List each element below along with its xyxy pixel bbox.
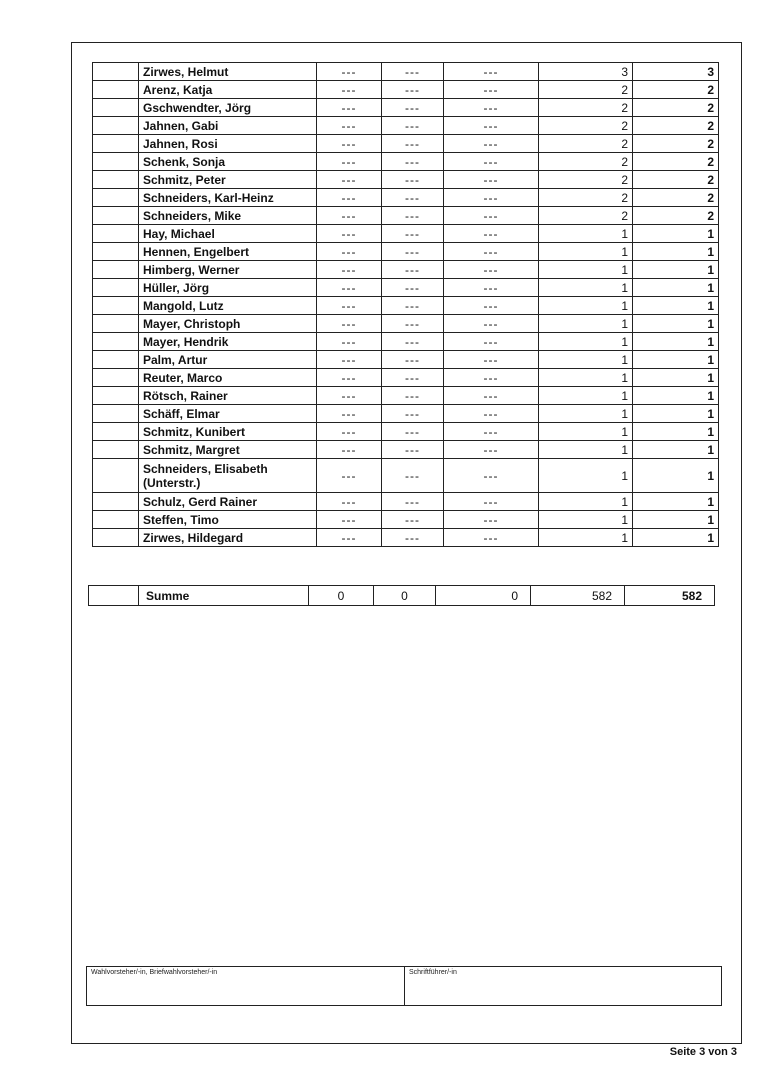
vote-col1: --- (317, 81, 382, 99)
vote-total: 2 (633, 207, 719, 225)
index-cell (93, 243, 139, 261)
vote-col4: 1 (539, 529, 633, 547)
candidate-name: Jahnen, Rosi (139, 135, 317, 153)
table-row (93, 369, 719, 387)
vote-col2: --- (382, 63, 444, 81)
vote-total: 1 (633, 529, 719, 547)
table-row (93, 511, 719, 529)
vote-total: 1 (633, 459, 719, 493)
vote-total: 1 (633, 261, 719, 279)
vote-col3: --- (444, 99, 539, 117)
vote-total: 1 (633, 405, 719, 423)
index-cell (93, 369, 139, 387)
vote-col4: 1 (539, 351, 633, 369)
table-row (93, 117, 719, 135)
vote-col2: --- (382, 405, 444, 423)
vote-col3: --- (444, 351, 539, 369)
vote-col1: --- (317, 423, 382, 441)
index-cell (93, 297, 139, 315)
vote-col1: --- (317, 333, 382, 351)
candidate-name: Hay, Michael (139, 225, 317, 243)
vote-col4: 1 (539, 511, 633, 529)
vote-total: 1 (633, 315, 719, 333)
vote-col1: --- (317, 261, 382, 279)
candidate-name: Hüller, Jörg (139, 279, 317, 297)
candidate-name: Schmitz, Margret (139, 441, 317, 459)
candidate-name: Himberg, Werner (139, 261, 317, 279)
vote-col2: --- (382, 529, 444, 547)
vote-col1: --- (317, 351, 382, 369)
vote-col1: --- (317, 441, 382, 459)
vote-col1: --- (317, 493, 382, 511)
vote-col1: --- (317, 405, 382, 423)
table-row (93, 387, 719, 405)
vote-total: 2 (633, 135, 719, 153)
table-row (93, 261, 719, 279)
vote-col4: 1 (539, 243, 633, 261)
summary-col2: 0 (374, 586, 436, 606)
vote-col1: --- (317, 459, 382, 493)
vote-col2: --- (382, 459, 444, 493)
vote-total: 1 (633, 225, 719, 243)
vote-col3: --- (444, 207, 539, 225)
vote-total: 1 (633, 297, 719, 315)
vote-col2: --- (382, 387, 444, 405)
summary-empty-cell (89, 586, 139, 606)
vote-col2: --- (382, 171, 444, 189)
vote-col4: 1 (539, 369, 633, 387)
index-cell (93, 279, 139, 297)
vote-total: 1 (633, 369, 719, 387)
vote-col2: --- (382, 511, 444, 529)
vote-col3: --- (444, 63, 539, 81)
vote-col2: --- (382, 423, 444, 441)
vote-col2: --- (382, 333, 444, 351)
vote-col3: --- (444, 315, 539, 333)
vote-col1: --- (317, 189, 382, 207)
candidate-name: Palm, Artur (139, 351, 317, 369)
vote-total: 1 (633, 441, 719, 459)
index-cell (93, 81, 139, 99)
vote-col3: --- (444, 171, 539, 189)
vote-total: 1 (633, 423, 719, 441)
vote-col4: 1 (539, 493, 633, 511)
candidate-name: Schäff, Elmar (139, 405, 317, 423)
vote-col3: --- (444, 297, 539, 315)
index-cell (93, 529, 139, 547)
vote-col2: --- (382, 207, 444, 225)
index-cell (93, 511, 139, 529)
vote-col3: --- (444, 189, 539, 207)
vote-col4: 1 (539, 225, 633, 243)
candidate-name: Schmitz, Peter (139, 171, 317, 189)
candidate-name: Steffen, Timo (139, 511, 317, 529)
candidate-name: Mangold, Lutz (139, 297, 317, 315)
vote-col4: 1 (539, 315, 633, 333)
index-cell (93, 261, 139, 279)
vote-col4: 2 (539, 171, 633, 189)
signature-field-secretary[interactable] (405, 967, 721, 1005)
table-row (93, 297, 719, 315)
index-cell (93, 459, 139, 493)
vote-col1: --- (317, 99, 382, 117)
table-row (93, 189, 719, 207)
candidate-name: Schneiders, Elisabeth (Unterstr.) (139, 459, 317, 493)
vote-col3: --- (444, 369, 539, 387)
vote-col3: --- (444, 529, 539, 547)
index-cell (93, 135, 139, 153)
table-row (93, 405, 719, 423)
vote-col3: --- (444, 243, 539, 261)
results-table-body (93, 63, 719, 547)
vote-col2: --- (382, 493, 444, 511)
table-row (93, 493, 719, 511)
vote-col1: --- (317, 297, 382, 315)
table-row (93, 153, 719, 171)
table-row (93, 99, 719, 117)
vote-col3: --- (444, 441, 539, 459)
vote-col1: --- (317, 207, 382, 225)
results-table (92, 62, 719, 547)
vote-col4: 2 (539, 117, 633, 135)
candidate-name: Schneiders, Mike (139, 207, 317, 225)
vote-col1: --- (317, 135, 382, 153)
vote-total: 1 (633, 493, 719, 511)
table-row (93, 63, 719, 81)
vote-col3: --- (444, 279, 539, 297)
vote-col4: 1 (539, 405, 633, 423)
summary-col1: 0 (309, 586, 374, 606)
vote-total: 1 (633, 279, 719, 297)
vote-col4: 2 (539, 135, 633, 153)
vote-col4: 1 (539, 297, 633, 315)
vote-col2: --- (382, 99, 444, 117)
vote-col2: --- (382, 153, 444, 171)
index-cell (93, 423, 139, 441)
signature-label-chair: Wahlvorsteher/-in, Briefwahlvorsteher/-in (91, 969, 218, 976)
index-cell (93, 63, 139, 81)
summary-col4: 582 (531, 586, 625, 606)
vote-total: 1 (633, 387, 719, 405)
candidate-name: Mayer, Christoph (139, 315, 317, 333)
table-row (93, 243, 719, 261)
vote-col2: --- (382, 135, 444, 153)
vote-col2: --- (382, 189, 444, 207)
vote-col3: --- (444, 153, 539, 171)
vote-col2: --- (382, 279, 444, 297)
vote-col3: --- (444, 81, 539, 99)
summary-row (89, 586, 715, 606)
vote-total: 2 (633, 189, 719, 207)
vote-col1: --- (317, 315, 382, 333)
vote-col2: --- (382, 81, 444, 99)
index-cell (93, 351, 139, 369)
candidate-name: Arenz, Katja (139, 81, 317, 99)
signature-box (86, 966, 722, 1006)
candidate-name: Jahnen, Gabi (139, 117, 317, 135)
candidate-name: Zirwes, Helmut (139, 63, 317, 81)
vote-col4: 1 (539, 387, 633, 405)
index-cell (93, 171, 139, 189)
vote-total: 2 (633, 99, 719, 117)
vote-col2: --- (382, 243, 444, 261)
vote-total: 2 (633, 171, 719, 189)
vote-col1: --- (317, 529, 382, 547)
vote-total: 1 (633, 243, 719, 261)
vote-col2: --- (382, 297, 444, 315)
index-cell (93, 315, 139, 333)
summary-col3: 0 (436, 586, 531, 606)
vote-col3: --- (444, 135, 539, 153)
candidate-name: Schenk, Sonja (139, 153, 317, 171)
table-row (93, 459, 719, 493)
index-cell (93, 207, 139, 225)
vote-col4: 2 (539, 189, 633, 207)
vote-col3: --- (444, 225, 539, 243)
index-cell (93, 441, 139, 459)
vote-col4: 1 (539, 333, 633, 351)
table-row (93, 171, 719, 189)
vote-col1: --- (317, 243, 382, 261)
vote-col1: --- (317, 171, 382, 189)
vote-col1: --- (317, 117, 382, 135)
table-row (93, 441, 719, 459)
table-row (93, 315, 719, 333)
vote-col2: --- (382, 261, 444, 279)
candidate-name: Gschwendter, Jörg (139, 99, 317, 117)
vote-col1: --- (317, 369, 382, 387)
vote-col1: --- (317, 225, 382, 243)
vote-col2: --- (382, 315, 444, 333)
vote-col3: --- (444, 333, 539, 351)
vote-col4: 1 (539, 441, 633, 459)
vote-col3: --- (444, 261, 539, 279)
table-row (93, 135, 719, 153)
vote-col1: --- (317, 387, 382, 405)
index-cell (93, 387, 139, 405)
vote-col4: 2 (539, 153, 633, 171)
summary-label: Summe (139, 586, 309, 606)
vote-col1: --- (317, 279, 382, 297)
vote-col4: 1 (539, 261, 633, 279)
index-cell (93, 189, 139, 207)
index-cell (93, 99, 139, 117)
vote-col2: --- (382, 441, 444, 459)
index-cell (93, 117, 139, 135)
vote-col4: 3 (539, 63, 633, 81)
vote-col4: 1 (539, 279, 633, 297)
vote-col3: --- (444, 423, 539, 441)
vote-col2: --- (382, 117, 444, 135)
vote-col4: 1 (539, 459, 633, 493)
page-number: Seite 3 von 3 (669, 1046, 737, 1058)
vote-col4: 2 (539, 81, 633, 99)
index-cell (93, 153, 139, 171)
candidate-name: Schneiders, Karl-Heinz (139, 189, 317, 207)
candidate-name: Rötsch, Rainer (139, 387, 317, 405)
candidate-name: Mayer, Hendrik (139, 333, 317, 351)
vote-col1: --- (317, 511, 382, 529)
table-row (93, 207, 719, 225)
vote-col1: --- (317, 153, 382, 171)
vote-col2: --- (382, 369, 444, 387)
vote-total: 1 (633, 333, 719, 351)
table-row (93, 81, 719, 99)
vote-col3: --- (444, 459, 539, 493)
vote-col2: --- (382, 351, 444, 369)
candidate-name: Zirwes, Hildegard (139, 529, 317, 547)
table-row (93, 225, 719, 243)
index-cell (93, 225, 139, 243)
table-row (93, 423, 719, 441)
vote-col4: 1 (539, 423, 633, 441)
vote-col4: 2 (539, 207, 633, 225)
candidate-name: Schmitz, Kunibert (139, 423, 317, 441)
summary-table (88, 585, 715, 606)
vote-total: 3 (633, 63, 719, 81)
signature-field-chair[interactable] (87, 967, 405, 1005)
candidate-name: Schulz, Gerd Rainer (139, 493, 317, 511)
signature-label-secretary: Schriftführer/-in (409, 969, 457, 976)
vote-col3: --- (444, 117, 539, 135)
vote-total: 1 (633, 511, 719, 529)
vote-col1: --- (317, 63, 382, 81)
vote-total: 2 (633, 81, 719, 99)
table-row (93, 529, 719, 547)
summary-total: 582 (625, 586, 715, 606)
vote-total: 2 (633, 153, 719, 171)
table-row (93, 333, 719, 351)
vote-total: 2 (633, 117, 719, 135)
candidate-name: Hennen, Engelbert (139, 243, 317, 261)
vote-total: 1 (633, 351, 719, 369)
vote-col2: --- (382, 225, 444, 243)
vote-col3: --- (444, 511, 539, 529)
vote-col3: --- (444, 387, 539, 405)
index-cell (93, 493, 139, 511)
table-row (93, 279, 719, 297)
index-cell (93, 333, 139, 351)
vote-col3: --- (444, 493, 539, 511)
table-row (93, 351, 719, 369)
vote-col3: --- (444, 405, 539, 423)
vote-col4: 2 (539, 99, 633, 117)
index-cell (93, 405, 139, 423)
candidate-name: Reuter, Marco (139, 369, 317, 387)
